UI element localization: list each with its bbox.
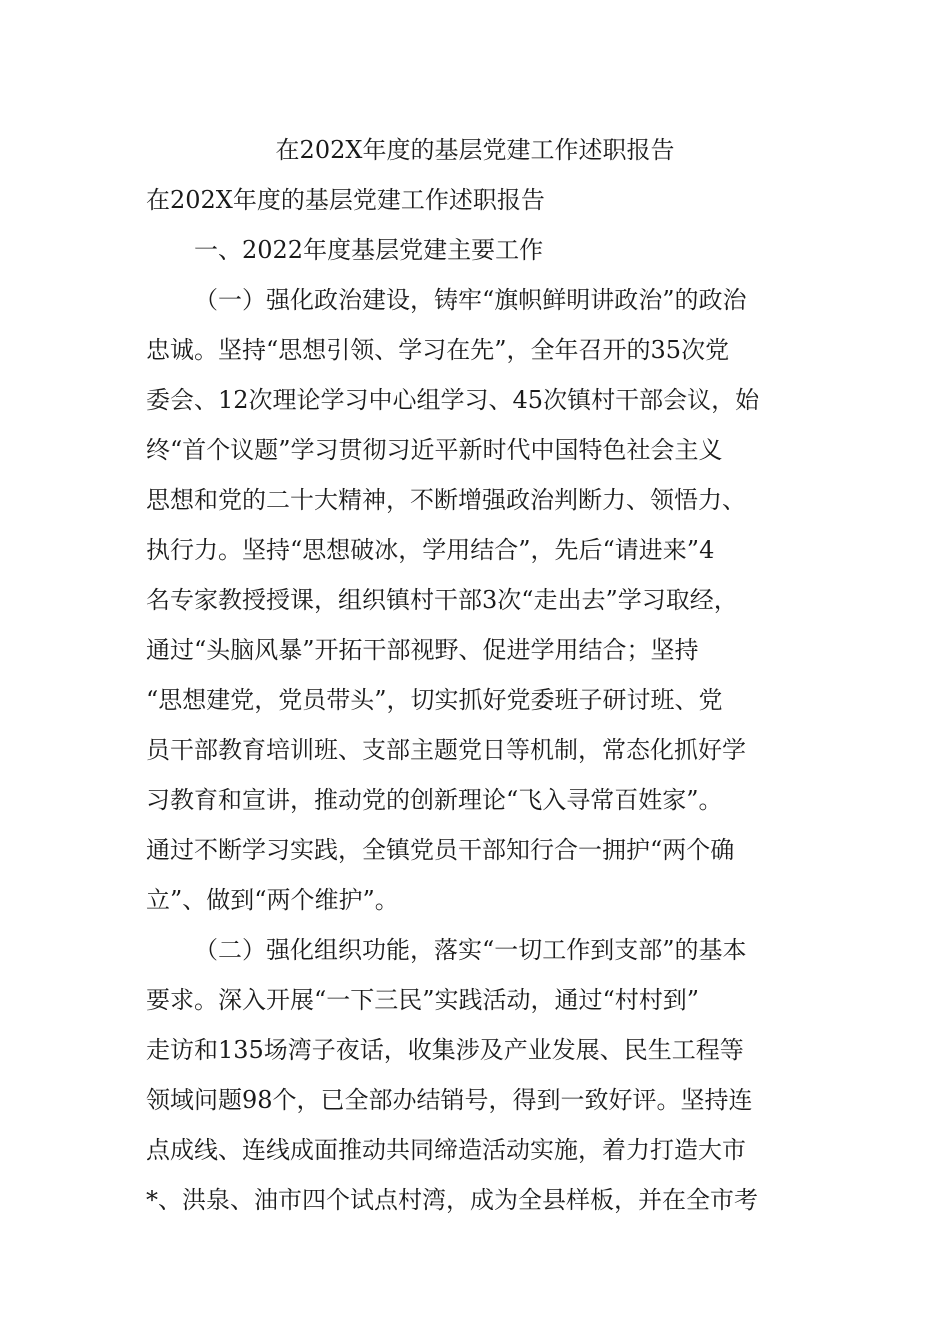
paragraph-2-line: 点成线、连线成面推动共同缔造活动实施，着力打造大市 <box>146 1136 746 1164</box>
paragraph-1-line: 通过“头脑风暴”开拓干部视野、促进学用结合；坚持 <box>146 636 699 664</box>
paragraph-1-line: 立”、做到“两个维护”。 <box>146 886 399 914</box>
paragraph-1-line: 通过不断学习实践，全镇党员干部知行合一拥护“两个确 <box>146 836 735 864</box>
document-subtitle: 在202X年度的基层党建工作述职报告 <box>146 186 545 214</box>
paragraph-1-line: （一）强化政治建设，铸牢“旗帜鲜明讲政治”的政治 <box>194 286 747 314</box>
paragraph-1-line: 员干部教育培训班、支部主题党日等机制，常态化抓好学 <box>146 736 746 764</box>
paragraph-1-line: 终“首个议题”学习贯彻习近平新时代中国特色社会主义 <box>146 436 723 464</box>
paragraph-1-line: 习教育和宣讲，推动党的创新理论“飞入寻常百姓家”。 <box>146 786 723 814</box>
document-title: 在202X年度的基层党建工作述职报告 <box>275 136 675 164</box>
section-heading: 一、2022年度基层党建主要工作 <box>194 236 544 264</box>
paragraph-1-line: 思想和党的二十大精神，不断增强政治判断力、领悟力、 <box>146 486 746 514</box>
paragraph-2-line: *、洪泉、油市四个试点村湾，成为全县样板，并在全市考 <box>146 1186 758 1214</box>
paragraph-2-line: 要求。深入开展“一下三民”实践活动，通过“村村到” <box>146 986 700 1014</box>
paragraph-2-line: 领域问题98个，已全部办结销号，得到一致好评。坚持连 <box>146 1086 753 1114</box>
paragraph-1-line: 忠诚。坚持“思想引领、学习在先”，全年召开的35次党 <box>146 336 730 364</box>
paragraph-1-line: 名专家教授授课，组织镇村干部3次“走出去”学习取经， <box>146 586 738 614</box>
paragraph-1-line: “思想建党，党员带头”，切实抓好党委班子研讨班、党 <box>146 686 723 714</box>
paragraph-1-line: 委会、12次理论学习中心组学习、45次镇村干部会议，始 <box>146 386 760 414</box>
paragraph-2-line: （二）强化组织功能，落实“一切工作到支部”的基本 <box>194 936 747 964</box>
paragraph-1-line: 执行力。坚持“思想破冰，学用结合”，先后“请进来”4 <box>146 536 715 564</box>
paragraph-2-line: 走访和135场湾子夜话，收集涉及产业发展、民生工程等 <box>146 1036 744 1064</box>
